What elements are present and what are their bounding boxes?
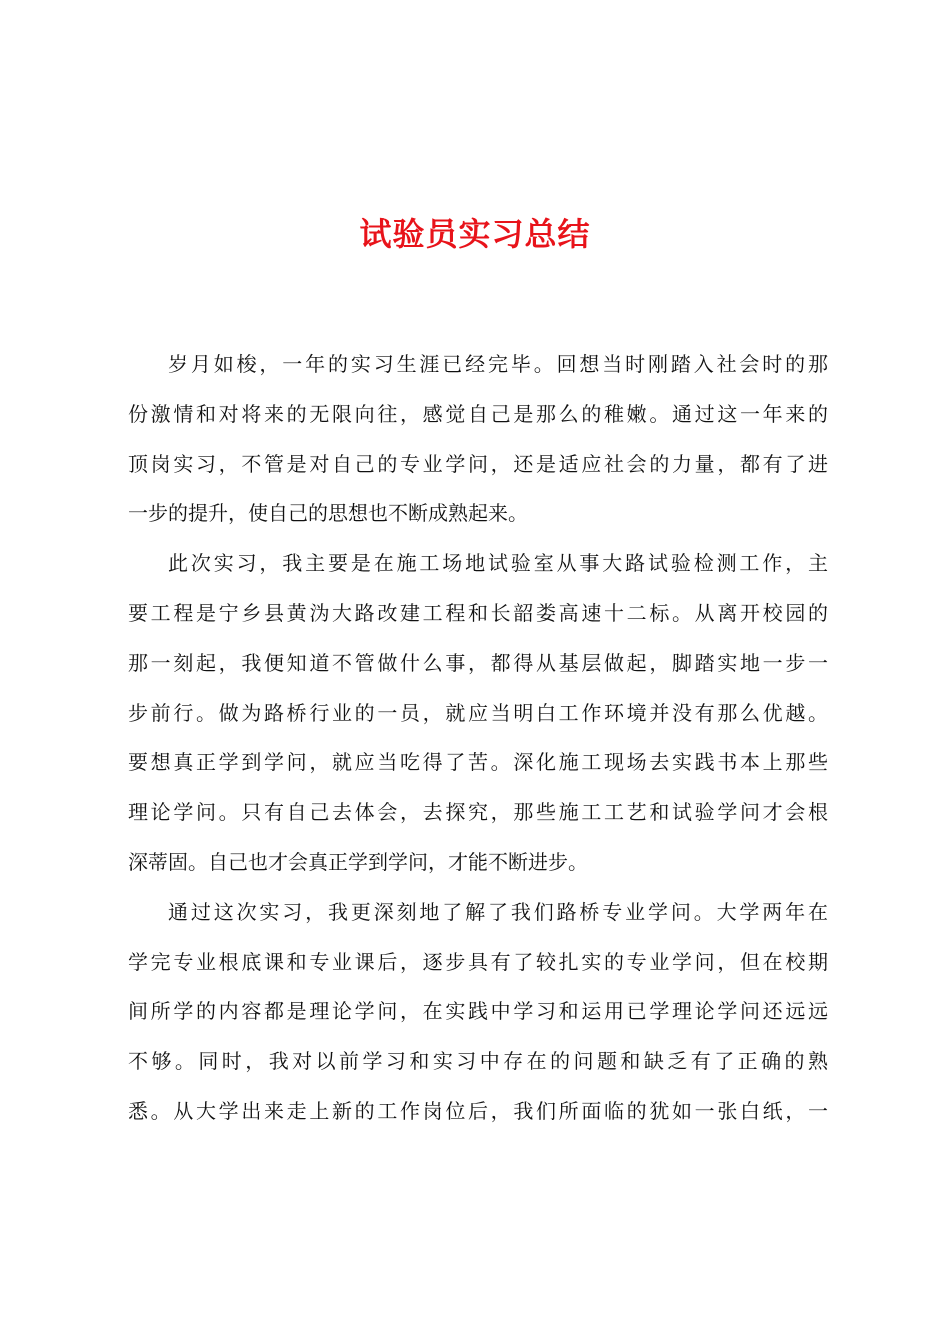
text-line: 此次实习，我主要是在施工场地试验室从事大路试验检测工作，主 xyxy=(168,551,828,576)
text-line: 一步的提升，使自己的思想也不断成熟起来。 xyxy=(128,501,528,526)
paragraph xyxy=(128,888,828,1137)
text-line: 要工程是宁乡县黄沩大路改建工程和长韶娄高速十二标。从离开校园的 xyxy=(128,600,828,625)
text-line: 步前行。做为路桥行业的一员，就应当明白工作环境并没有那么优越。 xyxy=(128,700,828,725)
document-title: 试验员实习总结 xyxy=(359,215,591,253)
paragraph xyxy=(128,539,828,888)
text-line: 深蒂固。自己也才会真正学到学问，才能不断进步。 xyxy=(128,849,588,874)
text-line: 顶岗实习，不管是对自己的专业学问，还是适应社会的力量，都有了进 xyxy=(128,451,828,476)
text-line: 通过这次实习，我更深刻地了解了我们路桥专业学问。大学两年在 xyxy=(168,899,828,924)
text-line: 间所学的内容都是理论学问，在实践中学习和运用已学理论学问还远远 xyxy=(128,999,828,1024)
text-line: 学完专业根底课和专业课后，逐步具有了较扎实的专业学问，但在校期 xyxy=(128,949,828,974)
text-line: 岁月如梭，一年的实习生涯已经完毕。回想当时刚踏入社会时的那 xyxy=(168,352,828,376)
text-line: 那一刻起，我便知道不管做什么事，都得从基层做起，脚踏实地一步一 xyxy=(128,650,828,675)
text-line: 不够。同时，我对以前学习和实习中存在的问题和缺乏有了正确的熟 xyxy=(128,1049,828,1074)
text-line: 要想真正学到学问，就应当吃得了苦。深化施工现场去实践书本上那些 xyxy=(128,750,828,775)
paragraph xyxy=(128,340,828,539)
text-line: 悉。从大学出来走上新的工作岗位后，我们所面临的犹如一张白纸，一 xyxy=(128,1098,828,1123)
document-body xyxy=(128,340,828,1137)
text-line: 理论学问。只有自己去体会，去探究，那些施工工艺和试验学问才会根 xyxy=(128,800,828,825)
text-line: 份激情和对将来的无限向往，感觉自己是那么的稚嫩。通过这一年来的 xyxy=(128,401,828,426)
